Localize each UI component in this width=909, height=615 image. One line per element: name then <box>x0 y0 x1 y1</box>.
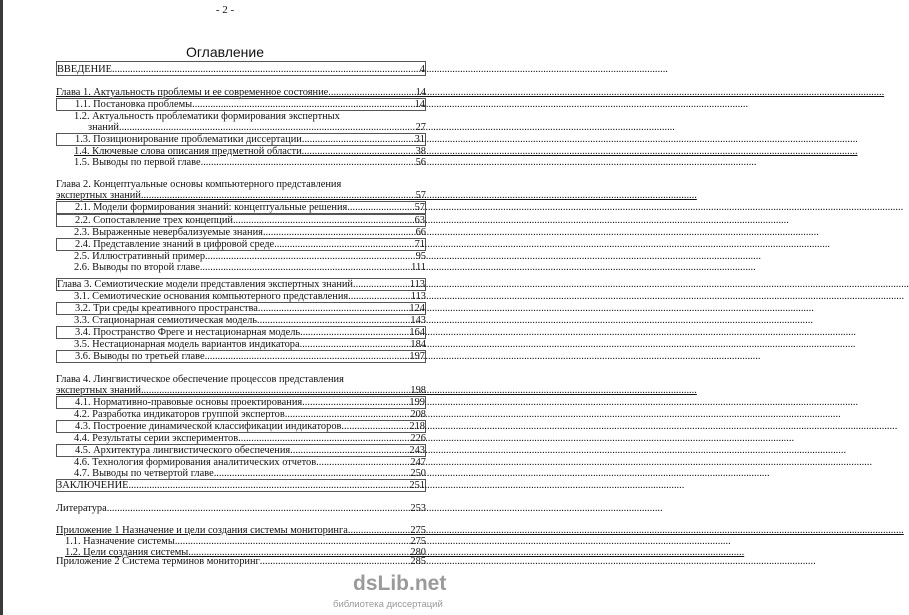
toc-entry-section-2-1[interactable] <box>56 201 426 214</box>
toc-entry-section-1-1[interactable] <box>56 98 426 111</box>
toc-entry-page: 57 <box>414 202 425 213</box>
toc-entry-section-2-3[interactable] <box>56 227 426 238</box>
toc-entry-section-3-1[interactable] <box>56 291 426 302</box>
toc-entry-page: 71 <box>414 239 425 250</box>
toc-entry-text: 2.4. Представление знаний в цифровой среде <box>75 239 275 250</box>
toc-entry-text: 2.1. Модели формирования знаний: концептуальные решения <box>75 202 348 213</box>
toc-entry-page: 124 <box>409 303 425 314</box>
toc-entry-text: Глава 1. Актуальность проблемы и ее современное состояние <box>56 87 329 98</box>
toc-entry-conclusion[interactable] <box>56 479 426 492</box>
toc-entry-page: 250 <box>410 468 426 479</box>
toc-entry-text: 3.1. Семиотические основания компьютерного представления <box>74 291 349 302</box>
toc-entry-text: ЗАКЛЮЧЕНИЕ <box>57 480 129 491</box>
toc-entry-page: 247 <box>410 457 426 468</box>
toc-entry-text: 3.6. Выводы по третьей главе <box>75 351 205 362</box>
toc-entry-page: 253 <box>410 503 426 514</box>
toc-entry-page: 31 <box>414 134 425 145</box>
watermark <box>333 572 448 612</box>
toc-entry-page: 143 <box>410 315 426 326</box>
toc-entry-section-3-3[interactable] <box>56 315 426 326</box>
toc-entry-appendix-1-1[interactable] <box>56 536 426 547</box>
toc-entry-section-2-4[interactable] <box>56 238 426 251</box>
toc-entry-page: 184 <box>410 339 426 350</box>
scan-edge <box>0 0 3 615</box>
toc-entry-text: Литература <box>56 503 107 514</box>
toc-entry-text: 3.3. Стационарная семиотическая модель <box>74 315 258 326</box>
toc-entry-text: 1.3. Позиционирование проблематики диссертации <box>75 134 302 145</box>
toc-entry-page: 113 <box>409 279 425 290</box>
table-of-contents <box>56 61 426 567</box>
toc-entry-text: Приложение 1 Назначение и цели создания системы мониторинга <box>56 525 348 536</box>
toc-entry-page: 251 <box>409 480 425 491</box>
toc-entry-page: 199 <box>409 397 425 408</box>
watermark-logo: dsLib.net <box>353 572 447 595</box>
toc-entry-chapter-4-line1[interactable]: Глава 4. Лингвистическое обеспечение процессов представления <box>56 374 344 385</box>
toc-entry-appendix-2[interactable] <box>56 558 426 567</box>
toc-entry-text: 4.5. Архитектура лингвистического обеспечения <box>75 445 291 456</box>
toc-entry-page: 14 <box>415 87 426 98</box>
toc-entry-section-2-6[interactable] <box>56 262 426 273</box>
page-number: - 2 - <box>215 4 235 16</box>
toc-entry-page: 275 <box>410 536 426 547</box>
toc-entry-text: знаний <box>88 122 119 133</box>
toc-entry-text: 1.4. Ключевые слова описания предметной области <box>74 146 302 157</box>
toc-entry-text: 4.2. Разработка индикаторов группой экспертов <box>74 409 285 420</box>
toc-entry-text: 3.4. Пространство Фреге и нестационарная модель <box>75 327 301 338</box>
toc-entry-chapter-3[interactable] <box>56 278 426 291</box>
toc-entry-page: 198 <box>410 385 426 396</box>
toc-entry-chapter-4[interactable] <box>56 385 426 396</box>
toc-entry-page: 208 <box>410 409 426 420</box>
watermark-subtitle: библиотека диссертаций <box>333 599 443 610</box>
toc-entry-section-4-5[interactable] <box>56 444 426 457</box>
toc-entry-section-3-6[interactable] <box>56 350 426 363</box>
toc-entry-page: 197 <box>409 351 425 362</box>
toc-entry-introduction[interactable] <box>56 61 426 76</box>
toc-entry-page: 57 <box>415 190 426 201</box>
toc-entry-text: 4.6. Технология формирования аналитических отчетов <box>74 457 317 468</box>
toc-entry-text: 1.2. Цели создания системы <box>65 547 189 558</box>
toc-entry-page: 243 <box>409 445 425 456</box>
toc-entry-section-3-5[interactable] <box>56 339 426 350</box>
toc-entry-text: 4.4. Результаты серии экспериментов <box>74 433 239 444</box>
toc-entry-section-1-5[interactable] <box>56 157 426 168</box>
toc-entry-text: экспертных знаний <box>56 190 141 201</box>
toc-entry-section-3-2[interactable] <box>56 302 426 315</box>
toc-entry-section-4-3[interactable] <box>56 420 426 433</box>
toc-entry-chapter-2-line1[interactable]: Глава 2. Концептуальные основы компьютерного представления <box>56 179 342 190</box>
toc-entry-text: 2.2. Сопоставление трех концепций <box>75 215 233 226</box>
toc-entry-chapter-1[interactable] <box>56 87 426 98</box>
toc-entry-page: 111 <box>411 262 426 273</box>
toc-entry-page: 164 <box>409 327 425 338</box>
toc-entry-section-4-2[interactable] <box>56 409 426 420</box>
toc-entry-text: 4.1. Нормативно-правовые основы проектирования <box>75 397 303 408</box>
toc-entry-page: 285 <box>410 556 426 567</box>
toc-entry-section-1-3[interactable] <box>56 133 426 146</box>
toc-entry-text: 2.3. Выраженные невербализуемые знания <box>74 227 263 238</box>
toc-entry-text: Глава 3. Семиотические модели представления экспертных знаний <box>57 279 353 290</box>
toc-entry-section-1-2[interactable] <box>56 122 426 133</box>
toc-entry-page: 56 <box>415 157 426 168</box>
toc-entry-section-4-7[interactable] <box>56 468 426 479</box>
toc-entry-page: 275 <box>410 525 426 536</box>
toc-entry-page: 226 <box>410 433 426 444</box>
toc-entry-section-4-1[interactable] <box>56 396 426 409</box>
toc-entry-page: 95 <box>415 251 426 262</box>
toc-title: Оглавление <box>185 44 265 60</box>
toc-entry-text: 4.3. Построение динамической классификации индикаторов <box>75 421 342 432</box>
toc-entry-page: 27 <box>415 122 426 133</box>
toc-entry-section-2-5[interactable] <box>56 251 426 262</box>
toc-entry-text: 1.1. Назначение системы <box>65 536 175 547</box>
toc-entry-appendix-1[interactable] <box>56 525 426 536</box>
toc-entry-section-4-4[interactable] <box>56 433 426 444</box>
toc-entry-text: 1.1. Постановка проблемы <box>75 99 193 110</box>
toc-entry-page: 38 <box>415 146 426 157</box>
toc-entry-text: 3.5. Нестационарная модель вариантов индикатора <box>74 339 300 350</box>
toc-entry-page: 63 <box>414 215 425 226</box>
toc-entry-section-3-4[interactable] <box>56 326 426 339</box>
toc-entry-page: 4 <box>419 64 425 75</box>
toc-entry-text: 3.2. Три среды креативного пространства <box>75 303 258 314</box>
toc-entry-page: 66 <box>415 227 426 238</box>
toc-entry-text: 1.5. Выводы по первой главе <box>74 157 201 168</box>
toc-entry-page: 14 <box>414 99 425 110</box>
toc-entry-text: экспертных знаний <box>56 385 141 396</box>
toc-entry-page: 280 <box>410 547 426 558</box>
toc-entry-page: 218 <box>409 421 425 432</box>
toc-entry-section-2-2[interactable] <box>56 214 426 227</box>
toc-entry-section-1-2-line1[interactable]: 1.2. Актуальность проблематики формирования экспертных <box>74 111 340 122</box>
toc-entry-text: 2.6. Выводы по второй главе <box>74 262 200 273</box>
toc-entry-section-4-6[interactable] <box>56 457 426 468</box>
toc-entry-chapter-2[interactable] <box>56 190 426 201</box>
toc-entry-text: 2.5. Иллюстративный пример <box>74 251 206 262</box>
toc-entry-literature[interactable] <box>56 503 426 514</box>
toc-entry-page: 113 <box>410 291 426 302</box>
toc-entry-text: ВВЕДЕНИЕ <box>57 64 112 75</box>
toc-entry-section-1-4[interactable] <box>56 146 426 157</box>
toc-entry-text: Приложение 2 Система терминов мониторинг <box>56 556 260 567</box>
toc-entry-text: 4.7. Выводы по четвертой главе <box>74 468 214 479</box>
